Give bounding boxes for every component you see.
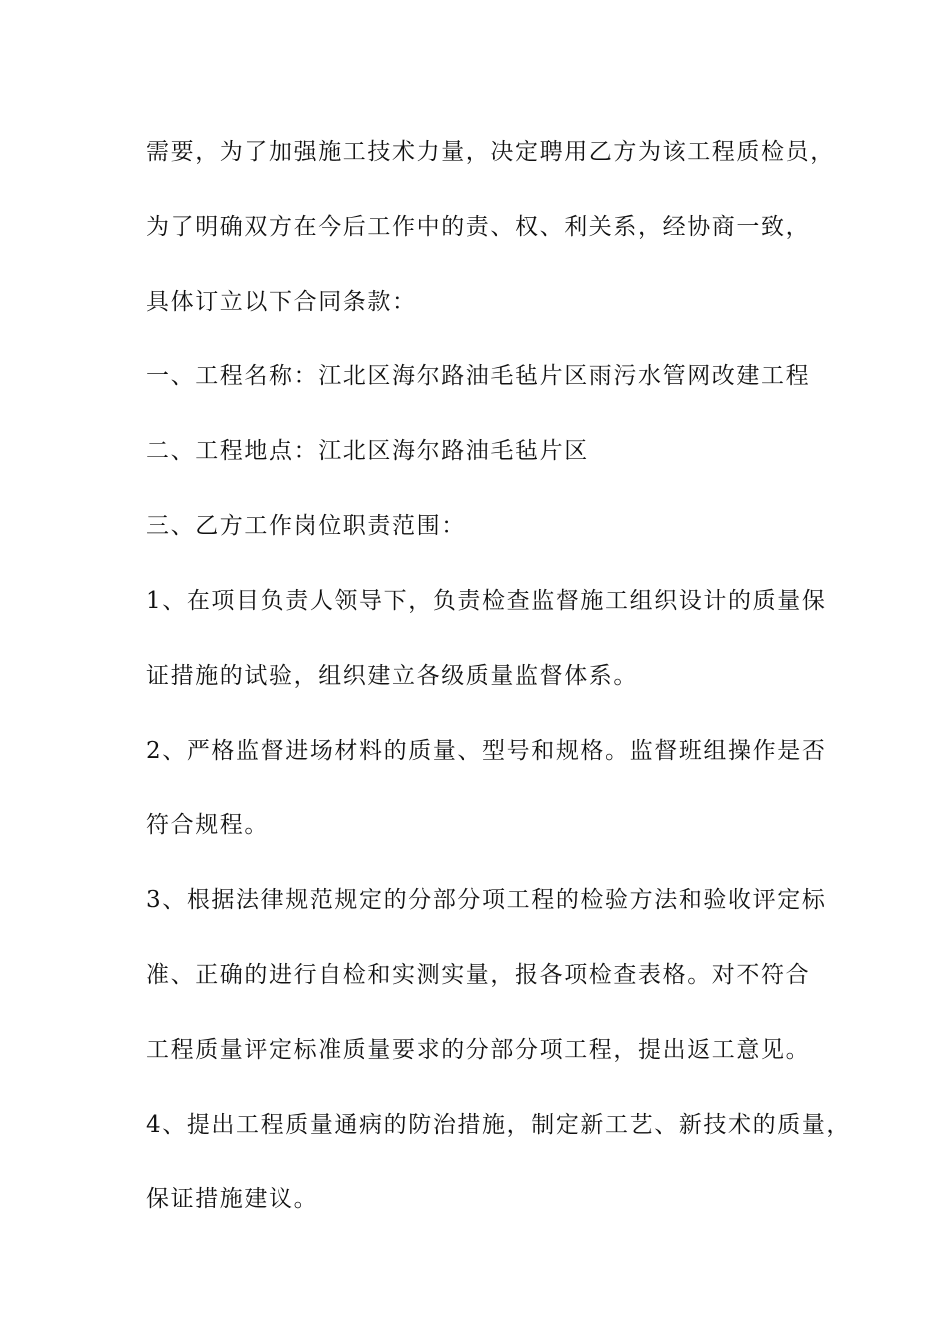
text-line: 工程质量评定标准质量要求的分部分项工程，提出返工意见。	[146, 1037, 811, 1063]
text-line: 准、正确的进行自检和实测实量，报各项检查表格。对不符合	[146, 962, 811, 988]
text-line: 保证措施建议。	[146, 1186, 319, 1212]
text-line: 一、工程名称：江北区海尔路油毛毡片区雨污水管网改建工程	[146, 363, 811, 389]
text-line: 需要，为了加强施工技术力量，决定聘用乙方为该工程质检员，	[146, 139, 835, 165]
text-line: 4、提出工程质量通病的防治措施，制定新工艺、新技术的质量，	[146, 1112, 852, 1138]
text-line: 1、在项目负责人领导下，负责检查监督施工组织设计的质量保	[146, 588, 827, 614]
text-line: 具体订立以下合同条款：	[146, 289, 417, 315]
text-line: 3、根据法律规范规定的分部分项工程的检验方法和验收评定标	[146, 887, 827, 913]
text-line: 2、严格监督进场材料的质量、型号和规格。监督班组操作是否	[146, 738, 827, 764]
text-line: 三、乙方工作岗位职责范围：	[146, 513, 466, 539]
text-line: 为了明确双方在今后工作中的责、权、利关系，经协商一致，	[146, 214, 811, 240]
text-line: 符合规程。	[146, 812, 269, 838]
text-line: 证措施的试验，组织建立各级质量监督体系。	[146, 663, 638, 689]
text-line: 二、工程地点：江北区海尔路油毛毡片区	[146, 438, 589, 464]
